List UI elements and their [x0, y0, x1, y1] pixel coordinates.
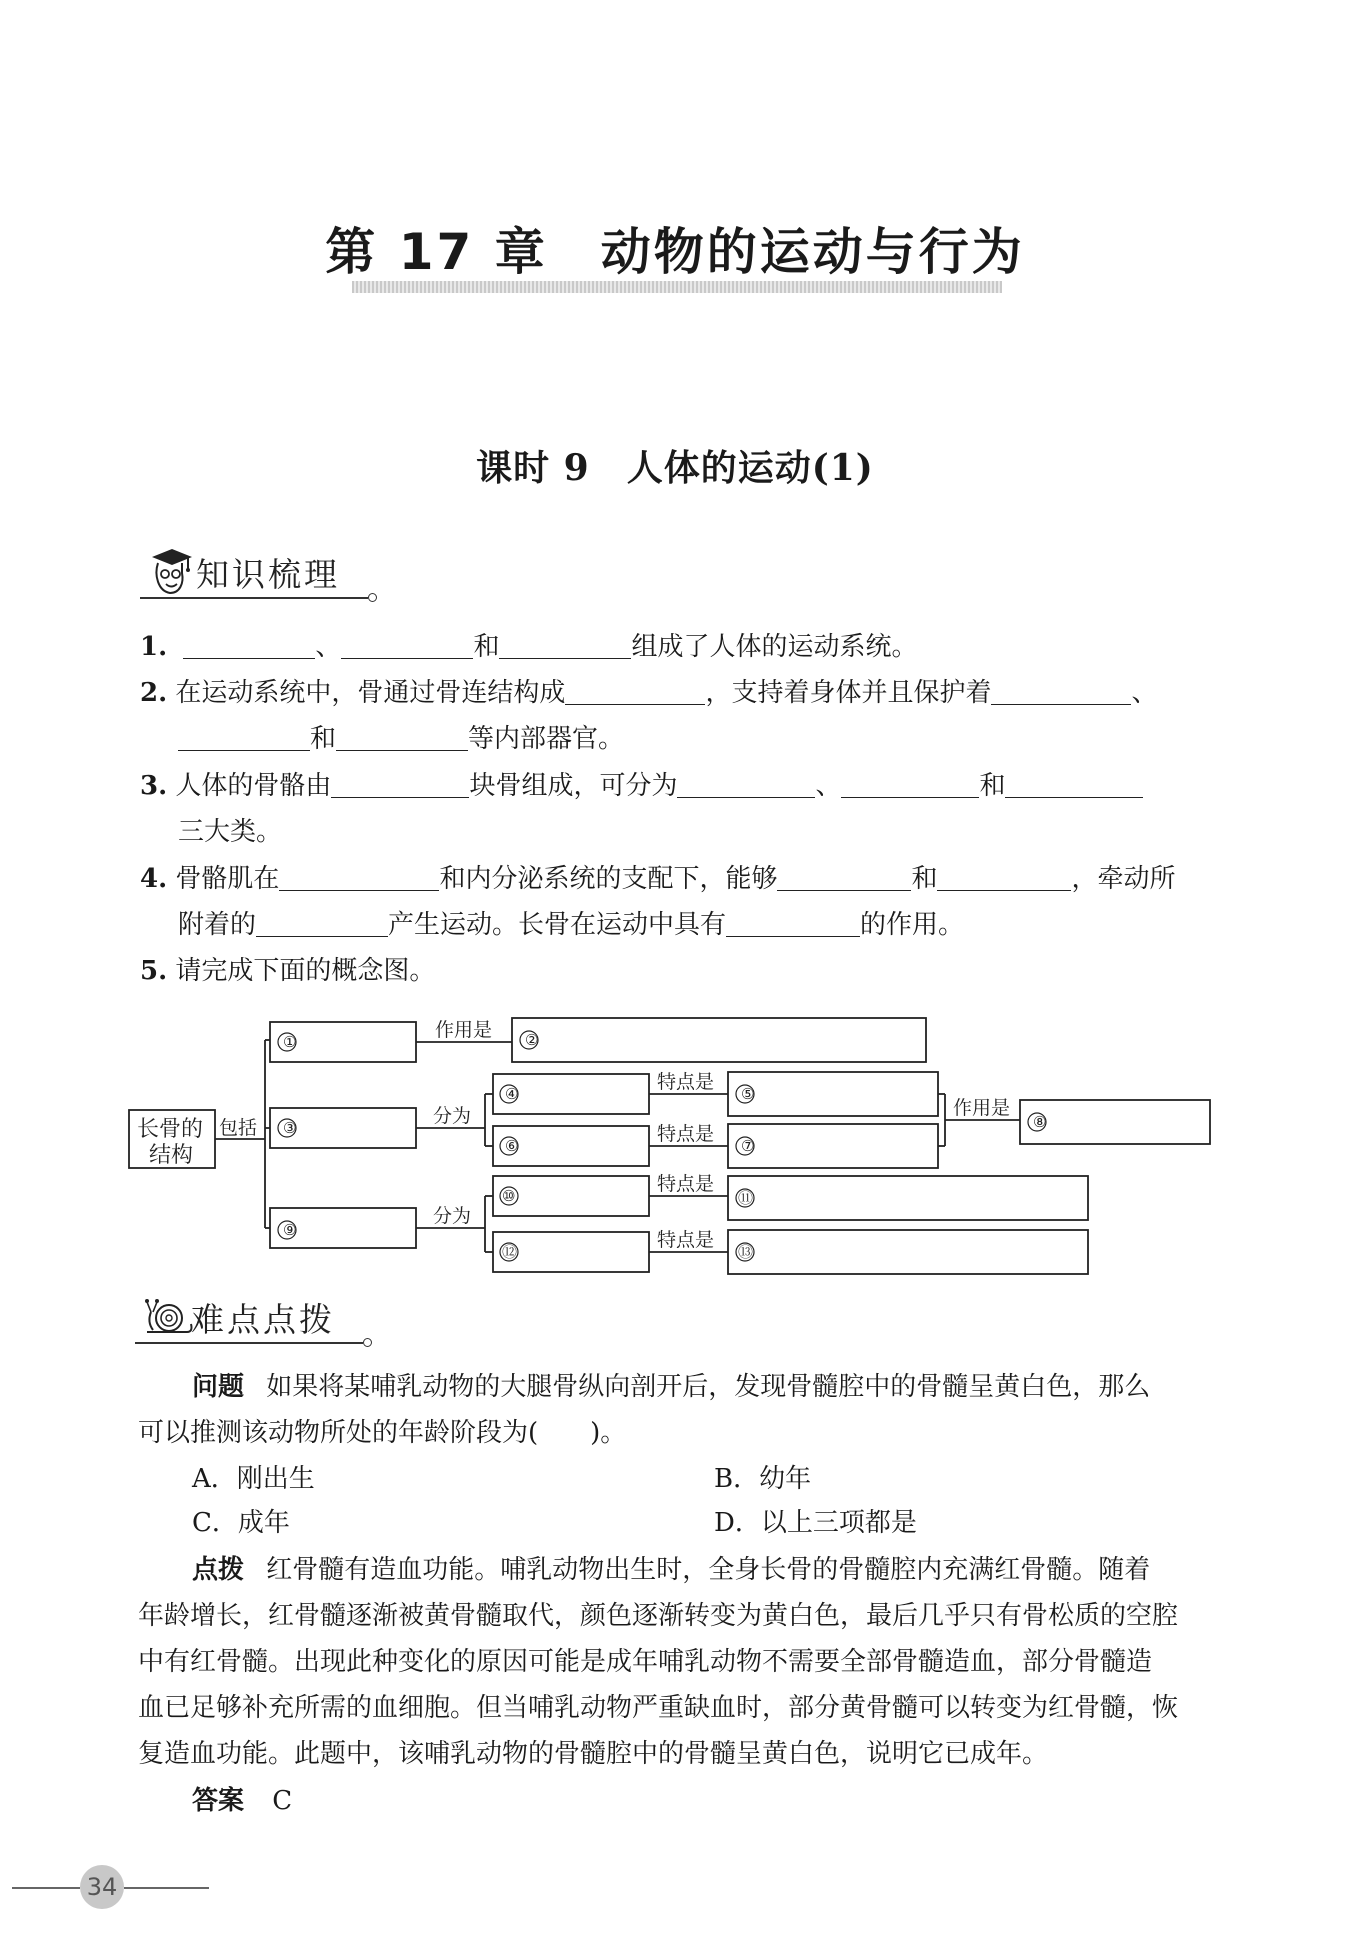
question-text: 在运动系统中，骨通过骨连结构成: [175, 678, 566, 708]
hint-label: 点拨: [192, 1555, 245, 1585]
question-text: 附着的: [178, 910, 257, 940]
question-3-line-2: [178, 809, 282, 855]
question-number: 5.: [140, 956, 168, 986]
question-text: 、: [1131, 678, 1158, 708]
question-5: [140, 948, 435, 994]
divide-label: 分为: [433, 1205, 472, 1227]
answer-blank[interactable]: [937, 860, 1071, 891]
feature-label: 特点是: [657, 1123, 715, 1145]
question-text: 块骨组成，可分为: [469, 771, 678, 801]
number-5: ⑤: [741, 1085, 755, 1103]
graduate-cap-icon: [148, 547, 196, 599]
question-text: ，牵动所: [1071, 864, 1176, 894]
answer-line: [192, 1778, 292, 1824]
answer-blank[interactable]: [841, 767, 979, 798]
question-text: 产生运动。长骨在运动中具有: [388, 910, 727, 940]
question-text: 的作用。: [860, 910, 965, 940]
hint-line-1: [192, 1547, 1150, 1593]
question-text: 请完成下面的概念图。: [175, 956, 436, 986]
difficulty-section-heading: [135, 1290, 375, 1350]
question-2-line-2: [178, 716, 624, 762]
hint-line-4: 血已足够补充所需的血细胞。但当哺乳动物严重缺血时，部分黄骨髓可以转变为红骨髓，恢: [138, 1693, 1179, 1723]
footer-rule-left: [12, 1887, 80, 1889]
problem-line-2: [138, 1410, 626, 1456]
answer-value: C: [272, 1786, 293, 1816]
question-4-line-2: [178, 902, 964, 948]
question-number: 4.: [140, 864, 168, 894]
include-label: 包括: [219, 1117, 258, 1139]
hint-line-3: 中有红骨髓。出现此种变化的原因可能是成年哺乳动物不需要全部骨髓造血，部分骨髓造: [138, 1647, 1153, 1677]
box-11[interactable]: [728, 1176, 1088, 1220]
box-5[interactable]: [728, 1072, 938, 1116]
root-label-line-1: 长骨的: [137, 1117, 204, 1142]
root-label-line-2: 结构: [149, 1143, 194, 1168]
page-number: 34: [80, 1865, 124, 1909]
number-13: ⑬: [738, 1243, 754, 1261]
number-11: ⑪: [738, 1189, 754, 1207]
answer-blank[interactable]: [1005, 767, 1143, 798]
chapter-title: 第 17 章 动物的运动与行为: [325, 223, 1025, 281]
answer-blank[interactable]: [336, 720, 468, 751]
question-3-line-1: [140, 763, 1143, 809]
question-text: 等内部器官。: [468, 724, 625, 754]
lesson-title: 课时 9 人体的运动(1): [476, 447, 874, 489]
question-4-line-1: [140, 856, 1175, 902]
answer-blank[interactable]: [341, 628, 473, 659]
problem-text: 可以推测该动物所处的年龄阶段为( )。: [138, 1418, 627, 1448]
heading-divider: [135, 1342, 363, 1344]
number-9: ⑨: [283, 1221, 297, 1239]
answer-blank[interactable]: [331, 767, 469, 798]
heading-divider-dot: [368, 593, 377, 602]
question-text: 和: [979, 771, 1006, 801]
knowledge-section-heading: [140, 545, 380, 605]
problem-label: 问题: [192, 1372, 245, 1402]
box-13[interactable]: [728, 1230, 1088, 1274]
answer-label: 答案: [192, 1786, 245, 1816]
answer-blank[interactable]: [726, 906, 860, 937]
problem-text: 如果将某哺乳动物的大腿骨纵向剖开后，发现骨髓腔中的骨髓呈黄白色，那么: [266, 1372, 1151, 1402]
number-10: ⑩: [502, 1187, 516, 1205]
divide-label: 分为: [433, 1105, 472, 1127]
question-text: ，支持着身体并且保护着: [705, 678, 992, 708]
difficulty-section-title: 难点点拨: [191, 1300, 335, 1339]
snail-icon: [143, 1294, 195, 1338]
option-b[interactable]: B．幼年: [714, 1464, 812, 1494]
option-a[interactable]: A．刚出生: [192, 1464, 315, 1494]
hint-line-5: 复造血功能。此题中，该哺乳动物的骨髓腔中的骨髓呈黄白色，说明它已成年。: [138, 1739, 1049, 1769]
question-text: 和: [310, 724, 337, 754]
box-8[interactable]: [1020, 1100, 1210, 1144]
number-8: ⑧: [1033, 1113, 1047, 1131]
hint-line-2: 年龄增长，红骨髓逐渐被黄骨髓取代，颜色逐渐转变为黄白色，最后几乎只有骨松质的空腔: [138, 1601, 1179, 1631]
number-12: ⑫: [502, 1243, 518, 1261]
chapter-title-underline: [352, 281, 1002, 293]
question-text: 三大类。: [178, 817, 283, 847]
question-text: 、: [315, 632, 342, 662]
box-7[interactable]: [728, 1124, 938, 1168]
number-4: ④: [505, 1085, 519, 1103]
question-text: 组成了人体的运动系统。: [631, 632, 918, 662]
feature-label: 特点是: [657, 1173, 715, 1195]
answer-blank[interactable]: [565, 674, 705, 705]
answer-blank[interactable]: [777, 860, 911, 891]
question-2-line-1: [140, 670, 1157, 716]
answer-blank[interactable]: [183, 628, 315, 659]
number-6: ⑥: [505, 1137, 519, 1155]
answer-blank[interactable]: [991, 674, 1131, 705]
number-2: ②: [525, 1031, 539, 1049]
answer-blank[interactable]: [677, 767, 815, 798]
answer-blank[interactable]: [256, 906, 388, 937]
question-text: 人体的骨骼由: [175, 771, 332, 801]
question-number: 1.: [140, 632, 168, 662]
question-number: 3.: [140, 771, 168, 801]
feature-label: 特点是: [657, 1229, 715, 1251]
answer-blank[interactable]: [499, 628, 631, 659]
answer-blank[interactable]: [279, 860, 439, 891]
number-3: ③: [283, 1119, 297, 1137]
number-7: ⑦: [741, 1137, 755, 1155]
question-text: 骨骼肌在: [175, 864, 280, 894]
box-2[interactable]: [512, 1018, 926, 1062]
role-label: 作用是: [953, 1097, 1011, 1119]
question-text: 和内分泌系统的支配下，能够: [439, 864, 778, 894]
question-1: [140, 624, 917, 670]
question-text: 、: [815, 771, 842, 801]
role-label: 作用是: [435, 1019, 493, 1041]
hint-text: 红骨髓有造血功能。哺乳动物出生时，全身长骨的骨髓腔内充满红骨髓。随着: [266, 1555, 1151, 1585]
option-c[interactable]: C．成年: [192, 1508, 290, 1538]
concept-map: [125, 1010, 1230, 1290]
heading-divider-dot: [363, 1338, 372, 1347]
question-text: 和: [473, 632, 500, 662]
footer-rule-right: [124, 1887, 209, 1889]
question-text: 和: [911, 864, 938, 894]
question-number: 2.: [140, 678, 168, 708]
answer-blank[interactable]: [178, 720, 310, 751]
problem-line-1: [192, 1364, 1150, 1410]
knowledge-section-title: 知识梳理: [196, 555, 340, 594]
box-10[interactable]: [493, 1176, 649, 1216]
feature-label: 特点是: [657, 1071, 715, 1093]
number-1: ①: [283, 1033, 297, 1051]
heading-divider: [140, 597, 368, 599]
option-d[interactable]: D．以上三项都是: [714, 1508, 917, 1538]
